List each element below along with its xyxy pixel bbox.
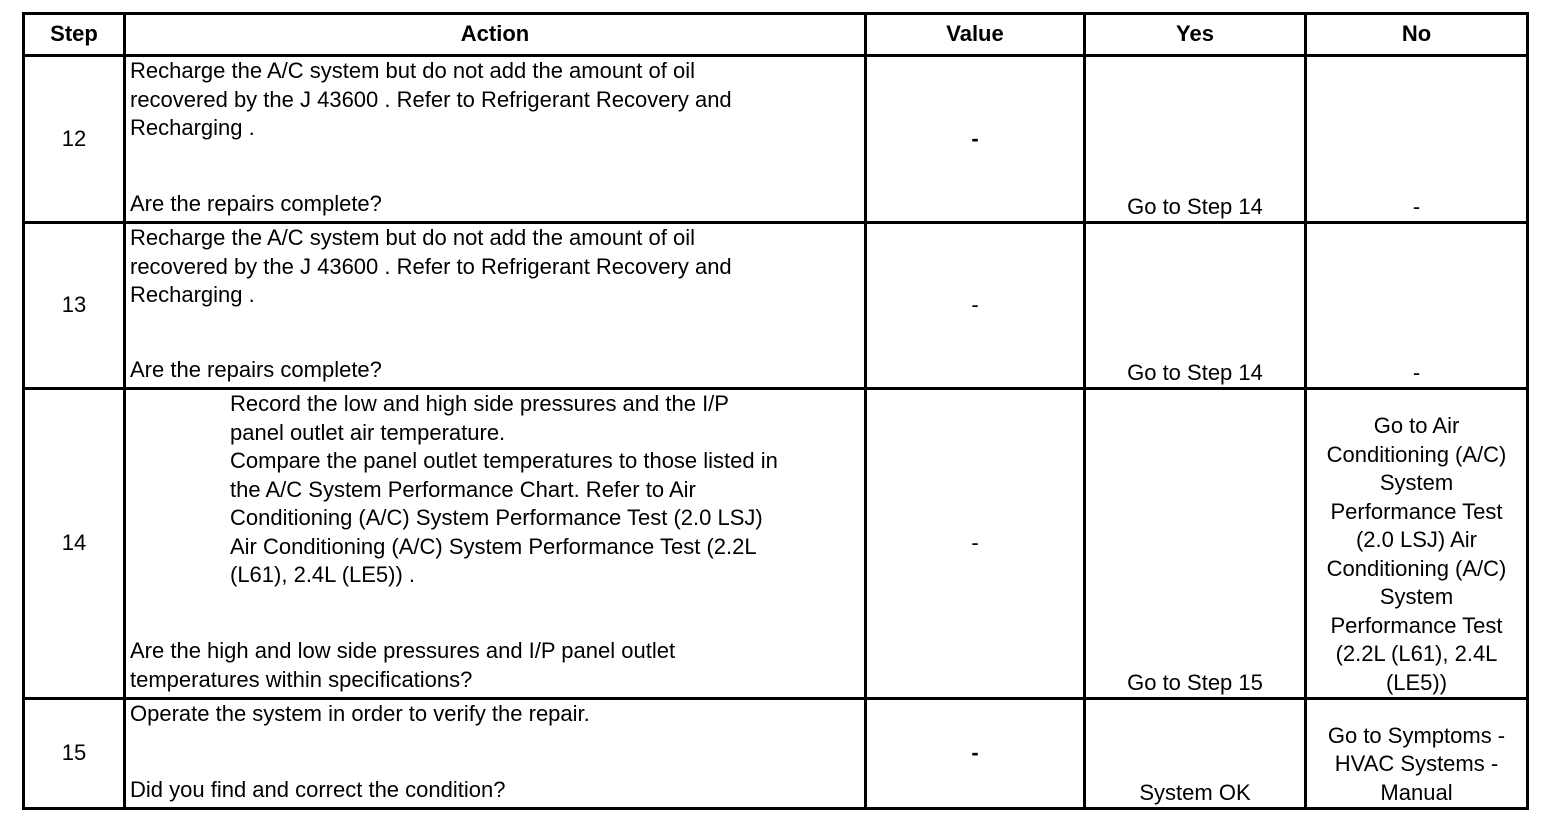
action-instructions: Operate the system in order to verify the repair. xyxy=(130,701,590,726)
step-number: 12 xyxy=(24,56,125,223)
no-cell: - xyxy=(1306,56,1528,223)
yes-cell: Go to Step 14 xyxy=(1085,56,1306,223)
header-action: Action xyxy=(125,14,866,56)
step-number: 14 xyxy=(24,389,125,699)
header-step: Step xyxy=(24,14,125,56)
diagnostic-table xyxy=(22,12,1529,810)
table-row-step-12 xyxy=(24,56,1528,223)
action-instructions: Recharge the A/C system but do not add the amount of oil recovered by the J 43600 . Refer to Refrigerant Recovery and Recharging . xyxy=(130,225,732,307)
step-number: 15 xyxy=(24,699,125,809)
table-row-step-15 xyxy=(24,699,1528,809)
header-yes: Yes xyxy=(1085,14,1306,56)
action-cell xyxy=(125,699,866,809)
header-value: Value xyxy=(866,14,1085,56)
no-cell: - xyxy=(1306,223,1528,389)
table-row-step-13 xyxy=(24,223,1528,389)
action-instructions: Recharge the A/C system but do not add the amount of oil recovered by the J 43600 . Refer to Refrigerant Recovery and Recharging . xyxy=(130,58,732,140)
yes-cell: Go to Step 14 xyxy=(1085,223,1306,389)
no-cell xyxy=(1306,699,1528,809)
no-cell xyxy=(1306,389,1528,699)
action-question: Are the repairs complete? xyxy=(130,356,382,382)
yes-cell: System OK xyxy=(1085,699,1306,809)
no-cell-link-text: Go to Air Conditioning (A/C) System Performance Test (2.0 LSJ) Air Conditioning (A/C) System Performance Test (2.2L (L61), 2.4L (LE5)) xyxy=(1326,413,1507,695)
table-row-step-14 xyxy=(24,389,1528,699)
yes-cell: Go to Step 15 xyxy=(1085,389,1306,699)
action-cell xyxy=(125,389,866,699)
action-question: Did you find and correct the condition? xyxy=(130,776,506,802)
value-cell: - xyxy=(866,223,1085,389)
header-row xyxy=(24,14,1528,56)
step-number: 13 xyxy=(24,223,125,389)
header-no: No xyxy=(1306,14,1528,56)
value-cell: - xyxy=(866,56,1085,223)
action-question: Are the repairs complete? xyxy=(130,190,382,216)
action-cell xyxy=(125,56,866,223)
action-instructions: Record the low and high side pressures and the I/P panel outlet air temperature. Compare the panel outlet temperatures to those listed in the A/C System Performance Chart. Refer to Air Conditioning (A/C) System Performance Test (2.0 LSJ) Air Conditioning (A/C) System Performance Test (2.2L (L61), 2.4L (LE5)) . xyxy=(230,391,778,587)
action-question: Are the high and low side pressures and I/P panel outlet temperatures within specifications? xyxy=(130,638,676,692)
value-cell: - xyxy=(866,389,1085,699)
value-cell: - xyxy=(866,699,1085,809)
no-cell-link-text: Go to Symptoms - HVAC Systems - Manual xyxy=(1327,722,1506,805)
action-cell xyxy=(125,223,866,389)
